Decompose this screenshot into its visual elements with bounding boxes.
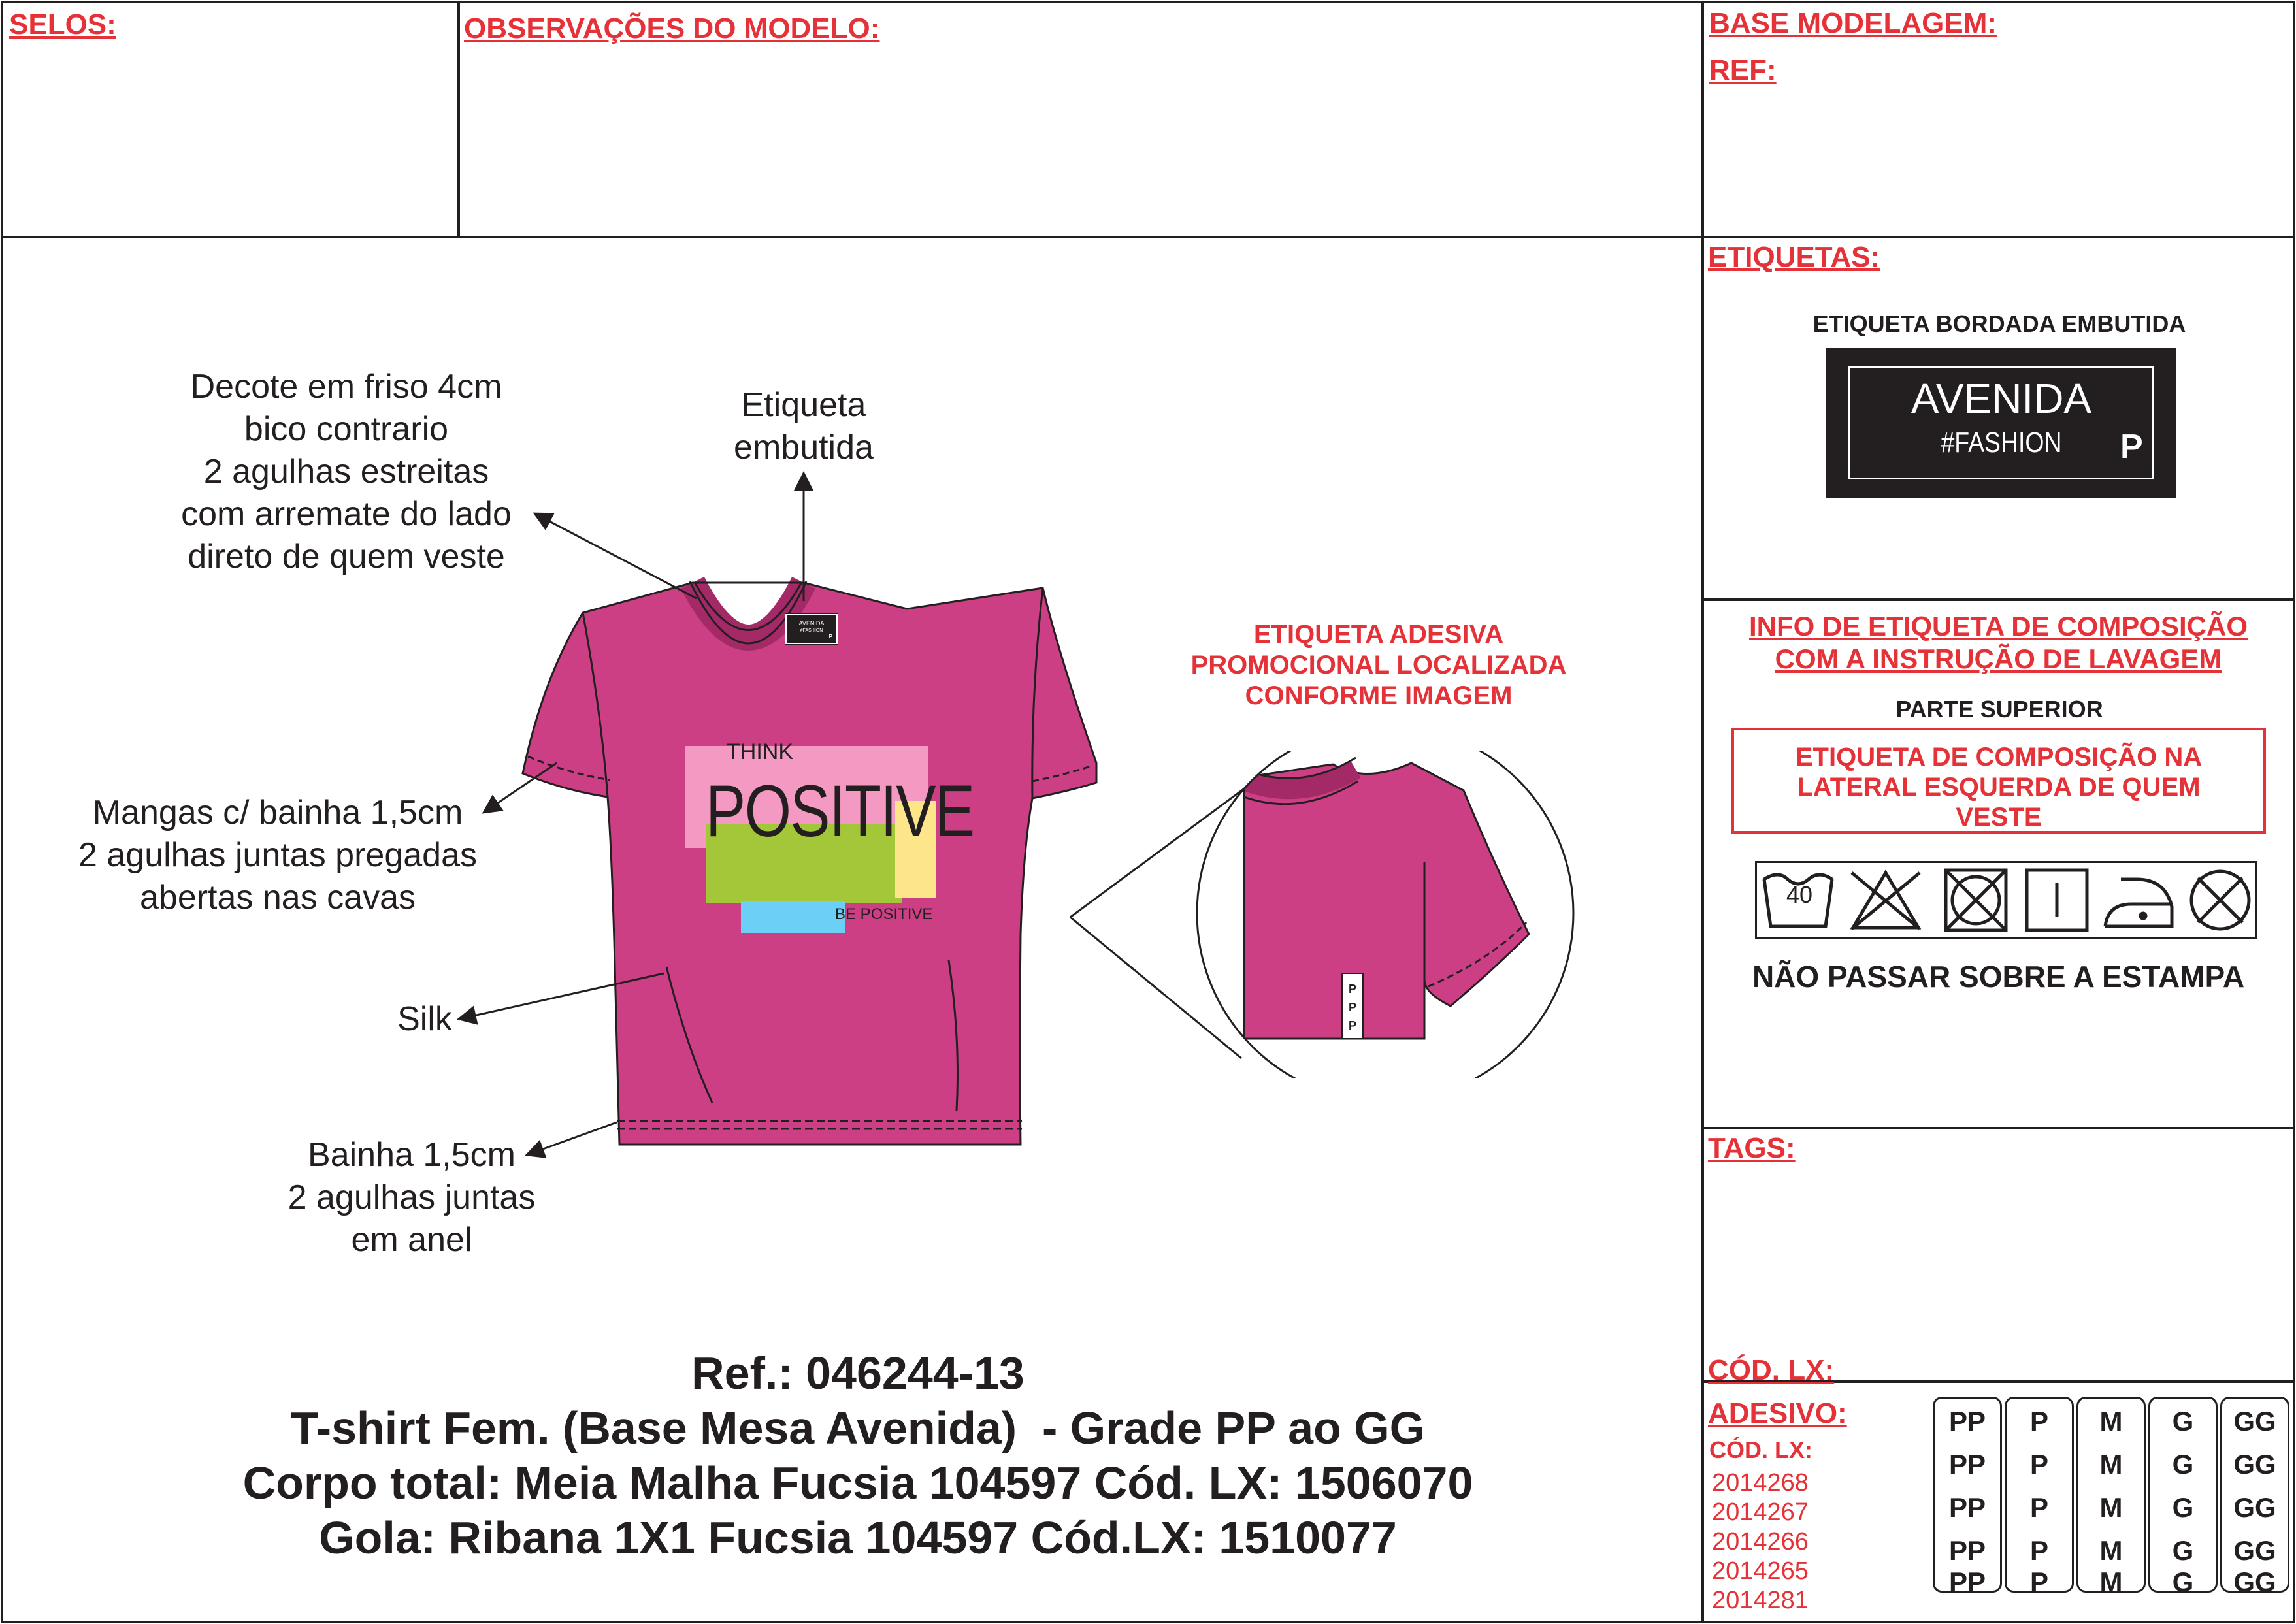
size-cell: G <box>2172 1535 2194 1566</box>
decote-line-3: 2 agulhas estreitas <box>203 453 489 491</box>
size-cell: PP <box>1948 1535 1986 1566</box>
no-tumble-dry-icon <box>1946 870 2006 930</box>
size-cell: PP <box>1948 1492 1986 1523</box>
care-symbols <box>1755 861 2257 939</box>
size-cell: PP <box>1948 1406 1986 1437</box>
decote-line-5: direto de quem veste <box>188 538 505 576</box>
adesivo-code-3: 2014266 <box>1712 1528 1809 1555</box>
size-cell: M <box>2099 1492 2123 1523</box>
adesivo-code-2: 2014267 <box>1712 1499 1809 1526</box>
adesivo-label: ADESIVO: <box>1708 1397 1847 1429</box>
promo-detail-zoom <box>1058 751 1581 1078</box>
bainha-line-1: Bainha 1,5cm <box>308 1136 516 1174</box>
footer-line-1: T-shirt Fem. (Base Mesa Avenida) - Grade PP ao GG <box>290 1403 1426 1453</box>
size-cell: PP <box>1948 1449 1986 1480</box>
promo-title-line-3: CONFORME IMAGEM <box>1245 681 1513 710</box>
size-cell: GG <box>2233 1535 2276 1566</box>
neck-label-size: P <box>828 634 832 640</box>
size-cell: P <box>2029 1449 2048 1480</box>
decote-line-4: com arremate do lado <box>181 495 512 533</box>
size-cell: GG <box>2233 1406 2276 1437</box>
etiqueta-line-1: Etiqueta <box>741 386 866 424</box>
annotation-arrows <box>0 0 1176 1307</box>
size-cell: P <box>2029 1567 2048 1597</box>
cod-lx-label: CÓD. LX: <box>1708 1354 1835 1386</box>
promo-title <box>1150 619 1607 711</box>
composicao-title-line-1: INFO DE ETIQUETA DE COMPOSIÇÃO <box>1748 611 2248 641</box>
label-sub: #FASHION <box>1941 427 2062 459</box>
footer-line-2: Corpo total: Meia Malha Fucsia 104597 Cód. LX: 1506070 <box>242 1457 1473 1508</box>
decote-annotation <box>144 366 549 578</box>
sticker-letter-3: P <box>1348 1019 1356 1032</box>
etiqueta-line-2: embutida <box>734 429 874 466</box>
adesivo-codes <box>1712 1469 1809 1616</box>
size-cell: P <box>2029 1492 2048 1523</box>
decote-line-2: bico contrario <box>244 410 449 448</box>
composicao-title <box>1703 610 2294 675</box>
composicao-title-line-2: COM A INSTRUÇÃO DE LAVAGEM <box>1775 643 2222 674</box>
composicao-box <box>1731 728 2266 834</box>
observacoes-label: OBSERVAÇÕES DO MODELO: <box>464 12 880 44</box>
size-cell: GG <box>2233 1567 2276 1597</box>
bainha-line-3: em anel <box>351 1221 472 1259</box>
decote-line-1: Decote em friso 4cm <box>190 368 502 406</box>
footer-spec <box>65 1346 1650 1565</box>
iron-low-icon <box>2105 879 2172 926</box>
size-cell: M <box>2099 1567 2123 1597</box>
size-cell: P <box>2029 1535 2048 1566</box>
size-cell: GG <box>2233 1449 2276 1480</box>
size-cell: M <box>2099 1535 2123 1566</box>
size-column-g <box>2148 1397 2218 1597</box>
promo-sticker-letters <box>1342 980 1363 1035</box>
footer-ref: Ref.: 046244-13 <box>691 1348 1025 1399</box>
care-warning: NÃO PASSAR SOBRE A ESTAMPA <box>1752 960 2245 994</box>
selos-label: SELOS: <box>9 8 116 41</box>
label-brand: AVENIDA <box>1911 375 2092 422</box>
size-cell: G <box>2172 1449 2194 1480</box>
adesivo-code-5: 2014281 <box>1712 1587 1809 1614</box>
tags-label: TAGS: <box>1708 1132 1796 1164</box>
size-cell: M <box>2099 1449 2123 1480</box>
composicao-box-line-2: LATERAL ESQUERDA DE QUEM <box>1797 773 2201 802</box>
mangas-annotation <box>46 792 510 919</box>
size-cell: P <box>2029 1406 2048 1437</box>
etiquetas-label: ETIQUETAS: <box>1708 241 1880 273</box>
no-bleach-icon <box>1852 873 1920 929</box>
no-dry-clean-icon <box>2191 871 2249 929</box>
base-modelagem-label: BASE MODELAGEM: <box>1709 7 1997 39</box>
adesivo-code-4: 2014265 <box>1712 1557 1809 1585</box>
footer-line-3: Gola: Ribana 1X1 Fucsia 104597 Cód.LX: 1510077 <box>319 1512 1397 1563</box>
line-dry-icon <box>2027 870 2087 930</box>
neck-label-brand: AVENIDA <box>798 620 825 626</box>
size-column-gg <box>2220 1397 2289 1597</box>
etiqueta-annotation <box>673 384 934 469</box>
mangas-line-2: 2 agulhas juntas pregadas <box>78 836 477 874</box>
size-cell: G <box>2172 1492 2194 1523</box>
size-cell: GG <box>2233 1492 2276 1523</box>
silk-annotation: Silk <box>397 1000 452 1038</box>
bainha-annotation <box>248 1134 575 1261</box>
size-column-p <box>2005 1397 2074 1597</box>
print-think-text: THINK <box>727 739 793 764</box>
sticker-letter-2: P <box>1348 1001 1356 1014</box>
composicao-box-line-3: VESTE <box>1956 803 2042 832</box>
ref-label: REF: <box>1709 54 1777 86</box>
promo-title-line-2: PROMOCIONAL LOCALIZADA <box>1190 651 1567 679</box>
mangas-line-1: Mangas c/ bainha 1,5cm <box>92 794 463 832</box>
size-column-m <box>2076 1397 2146 1597</box>
adesivo-cod-label: CÓD. LX: <box>1709 1437 1812 1463</box>
wash-temperature: 40 <box>1786 881 1813 908</box>
neck-label-sub: #FASHION <box>800 628 823 633</box>
parte-superior-label: PARTE SUPERIOR <box>1895 696 2103 723</box>
size-cell: M <box>2099 1406 2123 1437</box>
embroidered-label-title: ETIQUETA BORDADA EMBUTIDA <box>1812 310 2186 337</box>
mangas-line-3: abertas nas cavas <box>139 879 416 917</box>
embroidered-label <box>1826 348 2176 498</box>
size-column-pp <box>1933 1397 2002 1597</box>
sticker-letter-1: P <box>1348 983 1356 996</box>
adesivo-code-1: 2014268 <box>1712 1469 1809 1497</box>
print-be-positive-text: BE POSITIVE <box>835 905 933 923</box>
size-cell: G <box>2172 1406 2194 1437</box>
size-cell: PP <box>1948 1567 1986 1597</box>
size-cell: G <box>2172 1567 2194 1597</box>
print-positive-text: POSITIVE <box>706 770 974 852</box>
composicao-box-line-1: ETIQUETA DE COMPOSIÇÃO NA <box>1795 743 2203 771</box>
bainha-line-2: 2 agulhas juntas <box>287 1178 536 1216</box>
promo-title-line-1: ETIQUETA ADESIVA <box>1253 620 1504 649</box>
label-size: P <box>2120 428 2143 466</box>
